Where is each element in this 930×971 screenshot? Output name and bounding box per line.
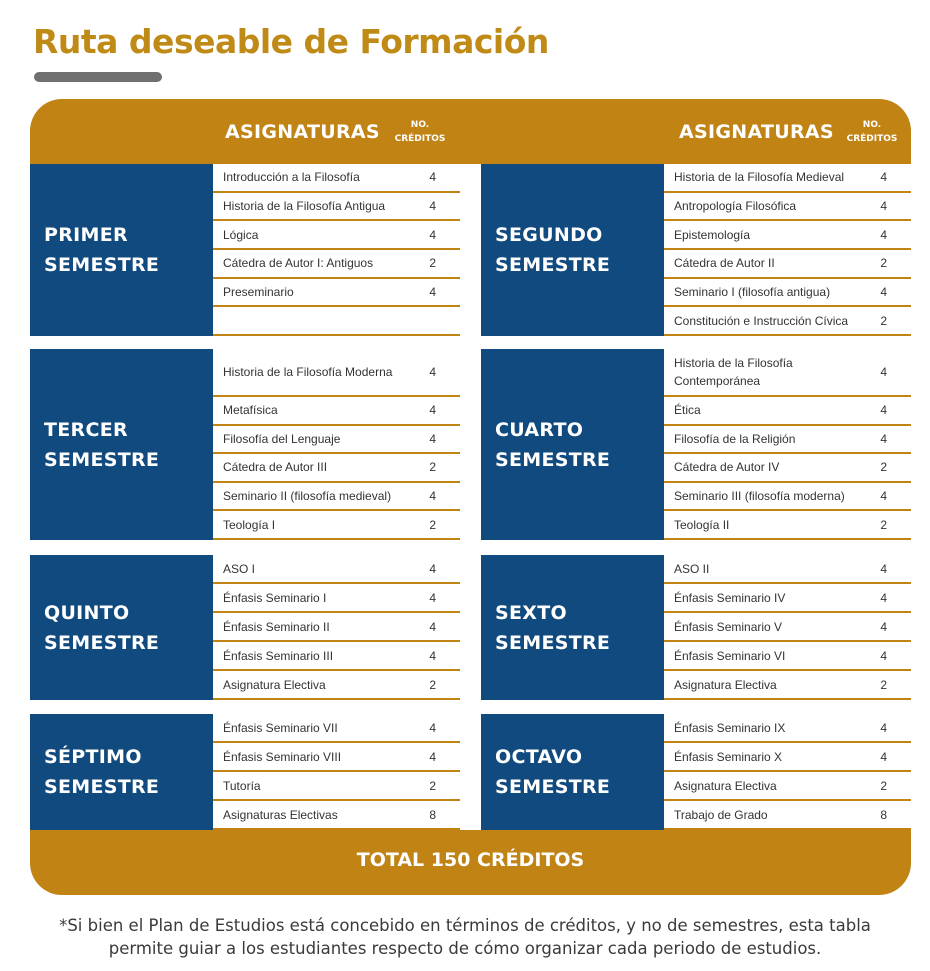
subjects-header: ASIGNATURAS [679,121,834,143]
subject-credits: 4 [880,648,887,663]
table-row [213,349,460,397]
table-row [664,426,911,455]
semester-label: SÉPTIMO SEMESTRE [30,714,213,830]
subject-credits: 4 [429,720,436,735]
subject-name: Historia de la Filosofía Antigua [223,198,386,213]
table-row [664,279,911,308]
subject-credits: 2 [880,256,887,271]
subject-name: Asignaturas Electivas [223,807,338,822]
subject-name: Énfasis Seminario VIII [223,749,342,764]
table-row [213,221,460,250]
table-row [213,307,460,336]
subject-name: Tutoría [223,778,261,793]
table-row [664,511,911,540]
semester-label: TERCER SEMESTRE [30,349,213,540]
subject-name: Epistemología [674,227,751,242]
table-row [213,483,460,512]
subject-name: Cátedra de Autor I: Antiguos [223,256,374,271]
subject-name: Asignatura Electiva [674,677,777,692]
subject-credits: 4 [880,198,887,213]
page-title: Ruta deseable de Formación [33,22,549,61]
subject-name: Asignatura Electiva [674,778,777,793]
subject-name: Énfasis Seminario V [674,619,783,634]
subject-list [664,349,911,540]
subject-credits: 4 [880,403,887,418]
table-header-right [481,99,911,164]
subject-credits: 4 [880,170,887,185]
table-row [664,801,911,830]
table-row [664,250,911,279]
table-row [213,555,460,584]
table-row [213,714,460,743]
subject-credits: 4 [429,227,436,242]
credits-header: NO. CRÉDITOS [394,120,446,144]
table-row [664,671,911,700]
subject-credits: 4 [880,619,887,634]
table-row [664,584,911,613]
subject-list [213,714,460,830]
subject-name: Ética [674,403,701,418]
subjects-header: ASIGNATURAS [225,121,380,143]
table-row [213,801,460,830]
table-row [664,221,911,250]
table-row [664,714,911,743]
table-row [213,397,460,426]
subject-credits: 2 [880,460,887,475]
subject-credits: 4 [429,489,436,504]
subject-name: Seminario III (filosofía moderna) [674,489,845,504]
subject-name: Seminario II (filosofía medieval) [223,489,392,504]
subject-credits: 4 [880,489,887,504]
subject-credits: 4 [429,749,436,764]
subject-name: Trabajo de Grado [674,807,768,822]
subject-credits: 4 [429,648,436,663]
subject-name: Énfasis Seminario X [674,749,783,764]
subject-name: Introducción a la Filosofía [223,170,360,185]
table-row [664,642,911,671]
subject-credits: 2 [880,517,887,532]
subject-name: Énfasis Seminario III [223,648,334,663]
subject-name: Antropología Filosófica [674,198,797,213]
subject-name: Preseminario [223,284,294,299]
table-row [664,454,911,483]
subject-name: Énfasis Seminario VII [223,720,338,735]
table-row [213,164,460,193]
subject-name: Cátedra de Autor IV [674,460,780,475]
subject-name: Énfasis Seminario II [223,619,330,634]
table-row [213,584,460,613]
subject-credits: 2 [429,517,436,532]
subject-credits: 4 [880,284,887,299]
semester-label: QUINTO SEMESTRE [30,555,213,700]
subject-credits: 8 [429,807,436,822]
table-row [664,349,911,397]
table-row [213,454,460,483]
semester-label: CUARTO SEMESTRE [481,349,664,540]
semester-label: SEGUNDO SEMESTRE [481,164,664,336]
table-row [213,642,460,671]
subject-credits: 4 [429,365,436,379]
subject-name: Asignatura Electiva [223,677,326,692]
subject-name: Filosofía del Lenguaje [223,431,341,446]
subject-credits: 4 [429,590,436,605]
table-row [213,193,460,222]
subject-credits: 4 [880,431,887,446]
subject-name: Filosofía de la Religión [674,431,796,446]
table-row [213,772,460,801]
subject-name: Historia de la Filosofía Moderna [223,365,393,379]
subject-list [213,349,460,540]
subject-list [664,164,911,336]
table-row [664,164,911,193]
subject-list [213,555,460,700]
subject-name: Énfasis Seminario VI [674,648,786,663]
subject-credits: 2 [880,778,887,793]
subject-name: ASO II [674,561,710,576]
table-row [664,555,911,584]
subject-name: Constitución e Instrucción Cívica [674,313,849,328]
subject-name: ASO I [223,561,256,576]
subject-credits: 4 [429,431,436,446]
subject-credits: 4 [429,561,436,576]
subject-credits: 2 [429,778,436,793]
table-row [213,250,460,279]
table-row [213,426,460,455]
subject-name: Historia de la Filosofía Contemporánea [674,356,793,388]
subject-name: Metafísica [223,403,278,418]
credits-header: NO. CRÉDITOS [846,120,898,144]
subject-list [664,555,911,700]
table-row [664,613,911,642]
title-underline [34,72,162,82]
subject-name: Seminario I (filosofía antigua) [674,284,831,299]
table-row [213,613,460,642]
subject-name: Teología II [674,517,730,532]
subject-credits: 2 [880,313,887,328]
subject-name: Lógica [223,227,259,242]
table-row [213,511,460,540]
table-row [664,772,911,801]
subject-credits: 4 [880,720,887,735]
subject-credits: 2 [429,677,436,692]
total-credits: TOTAL 150 CRÉDITOS [356,849,585,871]
subject-credits: 4 [880,227,887,242]
subject-credits: 2 [429,460,436,475]
subject-credits: 2 [429,256,436,271]
subject-list [664,714,911,830]
subject-credits: 4 [880,561,887,576]
subject-list [213,164,460,336]
curriculum-table [30,99,911,895]
subject-credits: 4 [429,403,436,418]
table-row [664,193,911,222]
subject-credits: 2 [880,677,887,692]
subject-name: Énfasis Seminario IX [674,720,786,735]
table-row [213,743,460,772]
subject-credits: 4 [429,284,436,299]
footnote: *Si bien el Plan de Estudios está concebido en términos de créditos, y no de semestres, esta tabla permite guiar a los estudiantes respecto de cómo organizar cada periodo de estudios. [59,916,871,958]
subject-credits: 4 [880,365,887,379]
subject-credits: 4 [429,198,436,213]
subject-name: Énfasis Seminario I [223,590,327,605]
subject-credits: 4 [880,749,887,764]
subject-name: Historia de la Filosofía Medieval [674,170,845,185]
subject-credits: 8 [880,807,887,822]
table-row [664,397,911,426]
semester-label: OCTAVO SEMESTRE [481,714,664,830]
subject-name: Teología I [223,517,276,532]
semester-label: PRIMER SEMESTRE [30,164,213,336]
subject-credits: 4 [880,590,887,605]
subject-name: Cátedra de Autor III [223,460,328,475]
table-row [664,307,911,336]
table-row [664,743,911,772]
subject-credits: 4 [429,170,436,185]
semester-label: SEXTO SEMESTRE [481,555,664,700]
table-row [664,483,911,512]
subject-credits: 4 [429,619,436,634]
table-row [213,279,460,308]
table-header-left [30,99,460,164]
table-row [213,671,460,700]
subject-name: Cátedra de Autor II [674,256,775,271]
subject-name: Énfasis Seminario IV [674,590,786,605]
